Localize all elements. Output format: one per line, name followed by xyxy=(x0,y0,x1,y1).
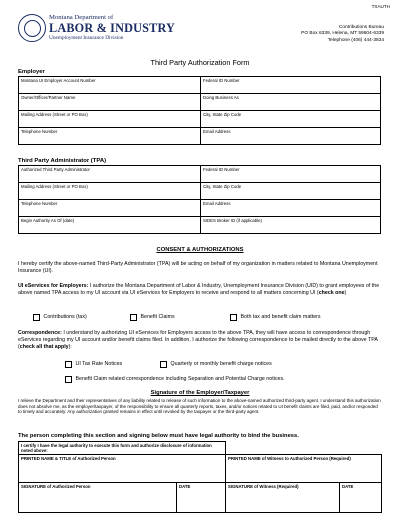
checkbox[interactable] xyxy=(65,361,72,368)
address-line-2: PO Box 6339, Helena, MT 59604-6339 xyxy=(301,31,384,37)
option-contributions[interactable] xyxy=(33,314,87,321)
eservices-text: I authorize the Montana Department of Labor & Industry, Unemployment Insurance Division (UID) to grant employees of the above named TPA access to my UI account via UI eServices for Employers to receive and respond to all matters concerning UI ( xyxy=(18,283,380,297)
corr-label: Correspondence: xyxy=(18,330,62,336)
form-title: Third Party Authorization Form xyxy=(150,58,250,67)
signature-table xyxy=(18,441,382,513)
eservices-check-one: check one xyxy=(318,290,345,297)
logo-line-3: Unemployment Insurance Division xyxy=(49,35,124,41)
tpa-phone-field[interactable]: Telephone Number xyxy=(19,200,201,217)
blank-cell xyxy=(226,442,382,455)
option-charge-notices[interactable] xyxy=(160,361,272,368)
release-paragraph: I relieve the Department and their representatives of any liability related to release of such information to the above-named authorized third-party agent. I understand this authorization does not absolve me, as the employer/taxpayer, of the responsibility to ensure all quarterly reports, taxes, and/or notices related to UI benefit claims are filed, paid, and/or responded to timely and accurately. Any authorization granted remains in effect until revoked by the taxpayer or the third-party agent. xyxy=(18,398,381,415)
tpa-name-field[interactable]: Authorized Third Party Administrator xyxy=(19,166,201,183)
tpa-table xyxy=(18,165,381,234)
employer-email-field[interactable]: Email Address xyxy=(201,128,381,145)
tpa-begin-date-field[interactable]: Begin Authority As Of (date) xyxy=(19,217,201,234)
option-tax-rate-notices[interactable] xyxy=(65,361,122,368)
checkbox[interactable] xyxy=(65,376,72,383)
employer-city-field[interactable]: City, State Zip Code xyxy=(201,111,381,128)
date-witness-field[interactable]: DATE xyxy=(340,483,382,513)
checkbox[interactable] xyxy=(160,361,167,368)
legal-authority-note: The person completing this section and signing below must have legal authority to bind the business. xyxy=(18,433,299,439)
checkbox[interactable] xyxy=(33,314,40,321)
logo-line-1: Montana Department of xyxy=(49,14,114,21)
date-auth-field[interactable]: DATE xyxy=(177,483,226,513)
department-logo xyxy=(18,12,176,48)
checkbox[interactable] xyxy=(230,314,237,321)
bureau-address xyxy=(301,25,384,44)
eservices-paragraph xyxy=(18,283,382,297)
tpa-sides-broker-field[interactable]: SIDES Broker ID (if applicable) xyxy=(201,217,381,234)
option-label: Benefit Claim related correspondence including Separation and Potential Charge notices. xyxy=(75,376,285,383)
option-label: Contributions (tax) xyxy=(43,314,87,321)
consent-intro: I hereby certify the above-named Third-Party Administrator (TPA) will be acting on behalf of my organization in matters related to Montana Unemployment Insurance (UI). xyxy=(18,261,378,275)
tpa-email-field[interactable]: Email Address xyxy=(201,200,381,217)
corr-check-all: check all that apply xyxy=(19,344,69,351)
tpa-mailing-field[interactable]: Mailing Address (Street or PO Box) xyxy=(19,183,201,200)
employer-owner-field[interactable]: Owner/Officer/Partner Name xyxy=(19,94,201,111)
eservices-close: ) xyxy=(344,290,347,297)
correspondence-paragraph xyxy=(18,330,382,351)
signature-witness-field[interactable]: SIGNATURE of Witness (Required) xyxy=(226,483,340,513)
form-code: TXAUTH xyxy=(371,4,390,9)
employer-mailing-field[interactable]: Mailing Address (Street or PO Box) xyxy=(19,111,201,128)
employer-account-field[interactable]: Montana UI Employer Account Number xyxy=(19,77,201,94)
tpa-city-field[interactable]: City, State Zip Code xyxy=(201,183,381,200)
checkbox[interactable] xyxy=(130,314,137,321)
tpa-fein-field[interactable]: Federal ID Number xyxy=(201,166,381,183)
printed-name-auth-field[interactable]: PRINTED NAME & TITLE of Authorized Person xyxy=(19,455,226,483)
signature-auth-field[interactable]: SIGNATURE of Authorized Person xyxy=(19,483,177,513)
eservices-label: UI eServices for Employers: xyxy=(18,283,89,289)
option-label: Quarterly or monthly benefit charge notices xyxy=(170,361,272,368)
signature-heading: Signature of the Employer/Taxpayer xyxy=(150,390,250,396)
option-benefit-correspondence[interactable] xyxy=(65,376,285,383)
option-benefit-claims[interactable] xyxy=(130,314,175,321)
employer-heading: Employer xyxy=(18,69,45,75)
corr-close: ): xyxy=(68,344,72,351)
option-both[interactable] xyxy=(230,314,321,321)
option-label: Benefit Claims xyxy=(140,314,175,321)
certify-cell: I certify I have the legal authority to execute this form and authorize disclosure of information noted above: xyxy=(19,442,226,455)
option-label: UI Tax Rate Notices xyxy=(75,361,123,368)
address-line-1: Contributions Bureau xyxy=(338,25,384,30)
consent-heading: CONSENT & AUTHORIZATIONS xyxy=(156,247,244,253)
address-line-3: Telephone (406) 444-3834 xyxy=(327,37,384,43)
printed-name-witness-field[interactable]: PRINTED NAME of Witness to Authorized Person (Required) xyxy=(226,455,382,483)
employer-fein-field[interactable]: Federal ID Number xyxy=(201,77,381,94)
employer-table xyxy=(18,76,381,145)
corr-text: I understand by authorizing UI eServices for Employers access to the above TPA, they will have access to correspondence through eServices regarding my UI account and/or benefit claims filed. In addition, I authorize the following correspondence to be mailed directly to the above TPA ( xyxy=(18,330,378,351)
option-label: Both tax and benefit claim matters xyxy=(240,314,321,321)
employer-phone-field[interactable]: Telephone Number xyxy=(19,128,201,145)
state-seal-icon xyxy=(18,14,46,42)
tpa-heading: Third Party Administrator (TPA) xyxy=(18,158,107,164)
logo-line-2: LABOR & INDUSTRY xyxy=(49,21,176,35)
employer-dba-field[interactable]: Doing Business As xyxy=(201,94,381,111)
